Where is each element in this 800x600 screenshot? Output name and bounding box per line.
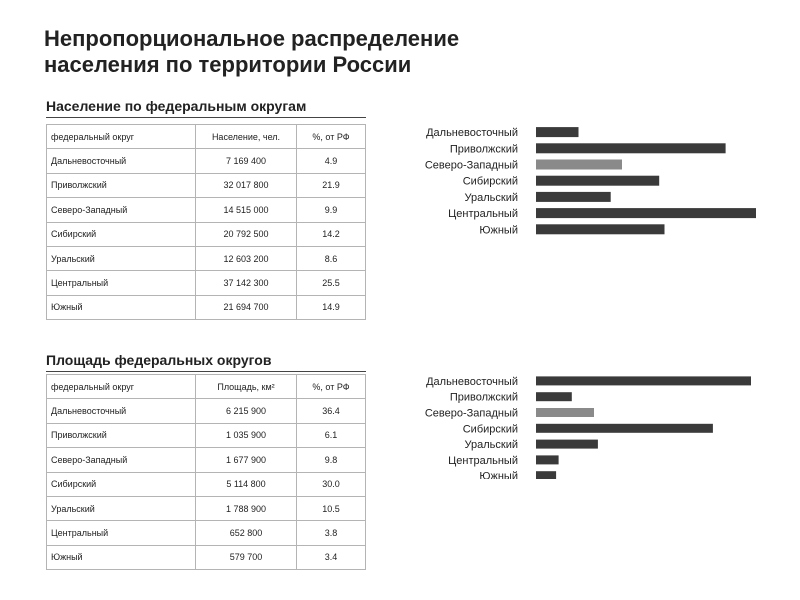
header-district: федеральный округ: [47, 375, 196, 399]
area-bar-chart: [395, 367, 775, 479]
bar: [536, 424, 713, 433]
area-title-rule: [46, 371, 366, 372]
cell-district: Сибирский: [47, 472, 196, 496]
bar-label: Южный: [479, 224, 518, 237]
population-title-rule: [46, 117, 366, 118]
cell-district: Южный: [47, 545, 196, 569]
table-row: [47, 295, 366, 319]
header-area: Площадь, км²: [196, 375, 297, 399]
bar: [536, 176, 659, 186]
cell-district: Приволжский: [47, 173, 196, 197]
cell-value: 5 114 800: [196, 472, 297, 496]
cell-value: 21 694 700: [196, 295, 297, 319]
cell-value: 652 800: [196, 521, 297, 545]
table-row: [47, 472, 366, 496]
cell-district: Центральный: [47, 521, 196, 545]
cell-district: Дальневосточный: [47, 399, 196, 423]
cell-value: 20 792 500: [196, 222, 297, 246]
header-percent: %, от РФ: [297, 125, 366, 149]
cell-percent: 14.2: [297, 222, 366, 246]
cell-percent: 3.4: [297, 545, 366, 569]
table-header-row: [47, 125, 366, 149]
cell-district: Северо-Западный: [47, 448, 196, 472]
table-header-row: [47, 375, 366, 399]
table-row: [47, 246, 366, 270]
table-row: [47, 448, 366, 472]
area-section-title: Площадь федеральных округов: [46, 352, 272, 368]
cell-percent: 14.9: [297, 295, 366, 319]
cell-district: Дальневосточный: [47, 149, 196, 173]
bar: [536, 376, 751, 385]
cell-district: Приволжский: [47, 423, 196, 447]
cell-value: 1 788 900: [196, 496, 297, 520]
cell-value: 6 215 900: [196, 399, 297, 423]
table-row: [47, 173, 366, 197]
cell-value: 1 677 900: [196, 448, 297, 472]
page-title-line-1: Непропорциональное распределение: [44, 26, 460, 51]
cell-value: 32 017 800: [196, 173, 297, 197]
cell-district: Северо-Западный: [47, 198, 196, 222]
area-table: [46, 374, 366, 570]
cell-percent: 6.1: [297, 423, 366, 447]
table-row: [47, 521, 366, 545]
cell-district: Южный: [47, 295, 196, 319]
bar-label: Уральский: [464, 191, 518, 204]
cell-value: 12 603 200: [196, 246, 297, 270]
bar-label: Уральский: [464, 439, 518, 452]
header-percent: %, от РФ: [297, 375, 366, 399]
bar: [536, 455, 559, 464]
table-row: [47, 222, 366, 246]
page-title: [44, 26, 604, 78]
cell-percent: 36.4: [297, 399, 366, 423]
table-row: [47, 198, 366, 222]
bar: [536, 408, 594, 417]
page-title-line-2: населения по территории России: [44, 52, 412, 77]
population-bar-chart: [395, 118, 775, 248]
population-table: [46, 124, 366, 320]
header-population: Население, чел.: [196, 125, 297, 149]
cell-value: 1 035 900: [196, 423, 297, 447]
bar: [536, 160, 622, 170]
bar: [536, 224, 665, 234]
table-row: [47, 545, 366, 569]
bar: [536, 471, 556, 479]
cell-percent: 21.9: [297, 173, 366, 197]
bar: [536, 192, 611, 202]
cell-percent: 8.6: [297, 246, 366, 270]
bar-label: Дальневосточный: [426, 375, 518, 388]
bar: [536, 440, 598, 449]
cell-percent: 9.8: [297, 448, 366, 472]
bar-label: Центральный: [448, 208, 518, 221]
cell-percent: 4.9: [297, 149, 366, 173]
bar-label: Южный: [479, 470, 518, 479]
cell-percent: 30.0: [297, 472, 366, 496]
table-row: [47, 496, 366, 520]
bar-label: Приволжский: [449, 143, 518, 156]
cell-percent: 9.9: [297, 198, 366, 222]
cell-percent: 10.5: [297, 496, 366, 520]
table-row: [47, 149, 366, 173]
bar: [536, 392, 572, 401]
bar-label: Приволжский: [449, 391, 518, 404]
header-district: федеральный округ: [47, 125, 196, 149]
bar: [536, 127, 579, 137]
bar-label: Северо-Западный: [424, 159, 518, 172]
table-row: [47, 423, 366, 447]
bar-label: Сибирский: [462, 423, 518, 436]
cell-value: 579 700: [196, 545, 297, 569]
bar: [536, 208, 756, 218]
table-row: [47, 399, 366, 423]
bar-label: Дальневосточный: [426, 127, 518, 140]
cell-district: Сибирский: [47, 222, 196, 246]
cell-percent: 3.8: [297, 521, 366, 545]
bar-label: Центральный: [448, 454, 518, 467]
bar-label: Северо-Западный: [424, 407, 518, 420]
bar-label: Сибирский: [462, 175, 518, 188]
cell-district: Уральский: [47, 496, 196, 520]
cell-district: Уральский: [47, 246, 196, 270]
bar: [536, 143, 726, 153]
population-section-title: Население по федеральным округам: [46, 98, 307, 114]
cell-value: 7 169 400: [196, 149, 297, 173]
cell-district: Центральный: [47, 271, 196, 295]
cell-value: 14 515 000: [196, 198, 297, 222]
table-row: [47, 271, 366, 295]
cell-percent: 25.5: [297, 271, 366, 295]
cell-value: 37 142 300: [196, 271, 297, 295]
